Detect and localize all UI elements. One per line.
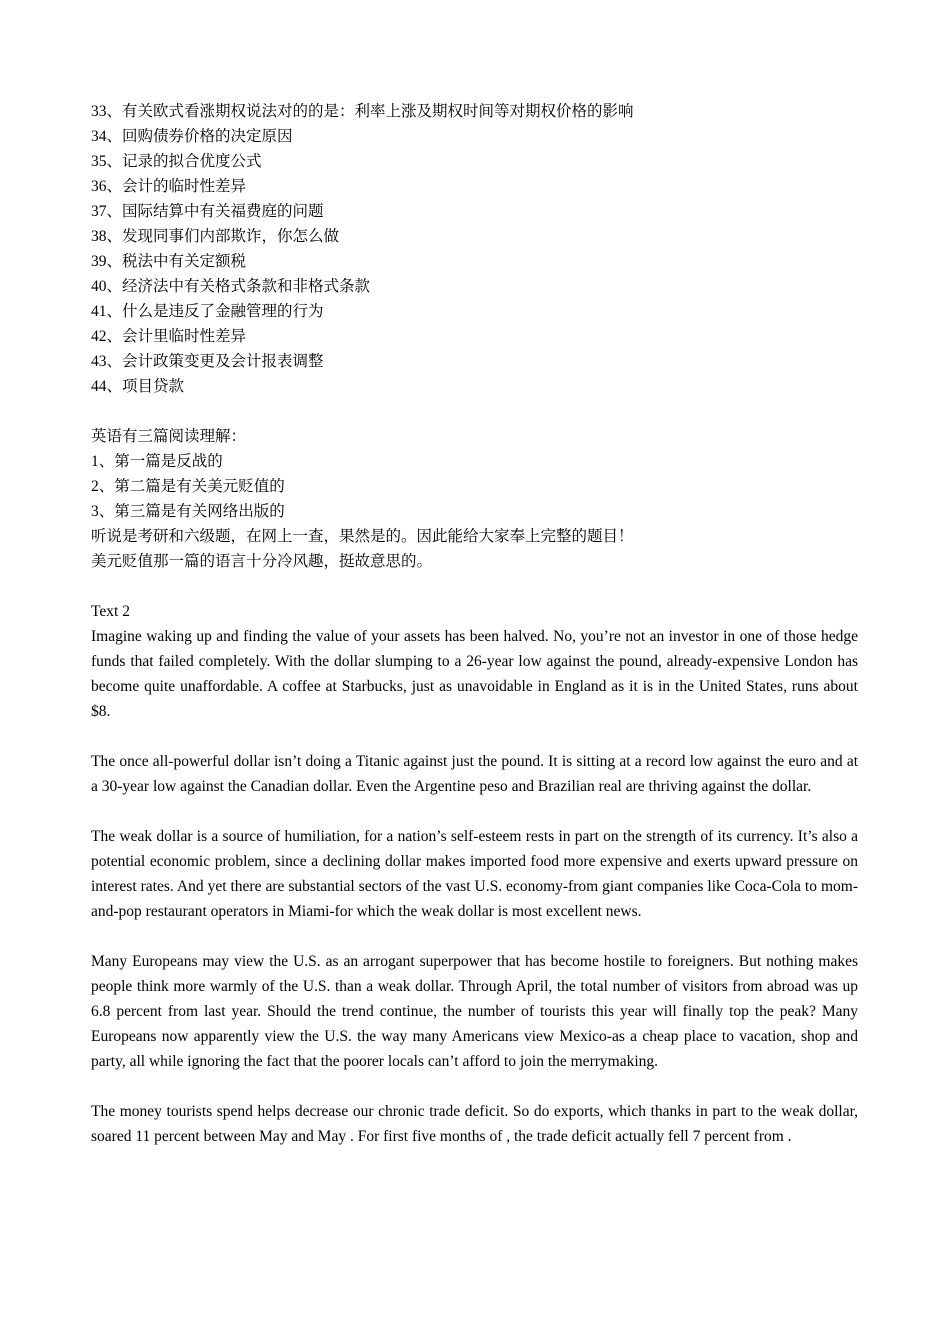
question-item: 35、记录的拟合优度公式 <box>91 153 262 170</box>
english-item: 1、第一篇是反战的 <box>91 453 223 470</box>
text2-paragraph: The weak dollar is a source of humiliation, for a nation’s self-esteem rests in part on the strength of its currency. It’s also a potential economic problem, since a declining dollar makes imported food more expensive and exerts upward pressure on interest rates. And yet there are substantial sectors of the vast U.S. economy-from giant companies like Coca-Cola to mom-and-pop restaurant operators in Miami-for which the weak dollar is most excellent news. <box>91 828 858 920</box>
question-list <box>91 99 858 399</box>
spacer <box>91 1074 858 1099</box>
question-item: 44、项目贷款 <box>91 378 185 395</box>
spacer <box>91 924 858 949</box>
question-item: 43、会计政策变更及会计报表调整 <box>91 353 324 370</box>
english-item: 2、第二篇是有关美元贬值的 <box>91 478 285 495</box>
question-item: 41、什么是违反了金融管理的行为 <box>91 303 324 320</box>
text2-article <box>91 599 858 1149</box>
english-note: 听说是考研和六级题，在网上一查，果然是的。因此能给大家奉上完整的题目！ <box>91 528 634 545</box>
text2-paragraph: Imagine waking up and finding the value of your assets has been halved. No, you’re not an investor in one of those hedge funds that failed completely. With the dollar slumping to a 26-year low against the pound, already-expensive London has become quite unaffordable. A coffee at Starbucks, just as unavoidable in England as it is in the United States, runs about $8. <box>91 628 858 720</box>
english-item: 3、第三篇是有关网络出版的 <box>91 503 285 520</box>
question-item: 39、税法中有关定额税 <box>91 253 247 270</box>
english-intro: 英语有三篇阅读理解： <box>91 428 247 445</box>
spacer <box>91 399 858 424</box>
document-body <box>91 99 858 1149</box>
question-item: 37、国际结算中有关福费庭的问题 <box>91 203 324 220</box>
question-item: 36、会计的临时性差异 <box>91 178 247 195</box>
text2-paragraph: The once all-powerful dollar isn’t doing a Titanic against just the pound. It is sitting at a record low against the euro and at a 30-year low against the Canadian dollar. Even the Argentine peso and Brazilian real are thriving against the dollar. <box>91 753 858 795</box>
question-item: 33、有关欧式看涨期权说法对的的是：利率上涨及期权时间等对期权价格的影响 <box>91 103 634 120</box>
question-item: 38、发现同事们内部欺诈，你怎么做 <box>91 228 340 245</box>
question-item: 40、经济法中有关格式条款和非格式条款 <box>91 278 371 295</box>
english-note: 美元贬值那一篇的语言十分冷风趣，挺故意思的。 <box>91 553 433 570</box>
spacer <box>91 799 858 824</box>
text2-heading: Text 2 <box>91 603 130 620</box>
question-item: 42、会计里临时性差异 <box>91 328 247 345</box>
english-section <box>91 424 858 574</box>
spacer <box>91 724 858 749</box>
question-item: 34、回购债券价格的决定原因 <box>91 128 293 145</box>
text2-paragraph: Many Europeans may view the U.S. as an arrogant superpower that has become hostile to foreigners. But nothing makes people think more warmly of the U.S. than a weak dollar. Through April, the total number of visitors from abroad was up 6.8 percent from last year. Should the trend continue, the number of tourists this year will finally top the peak? Many Europeans now apparently view the U.S. the way many Americans view Mexico-as a cheap place to vacation, shop and party, all while ignoring the fact that the poorer locals can’t afford to join the merrymaking. <box>91 953 858 1070</box>
spacer <box>91 574 858 599</box>
text2-paragraph: The money tourists spend helps decrease our chronic trade deficit. So do exports, which thanks in part to the weak dollar, soared 11 percent between May and May . For first five months of , the trade deficit actually fell 7 percent from . <box>91 1103 858 1145</box>
